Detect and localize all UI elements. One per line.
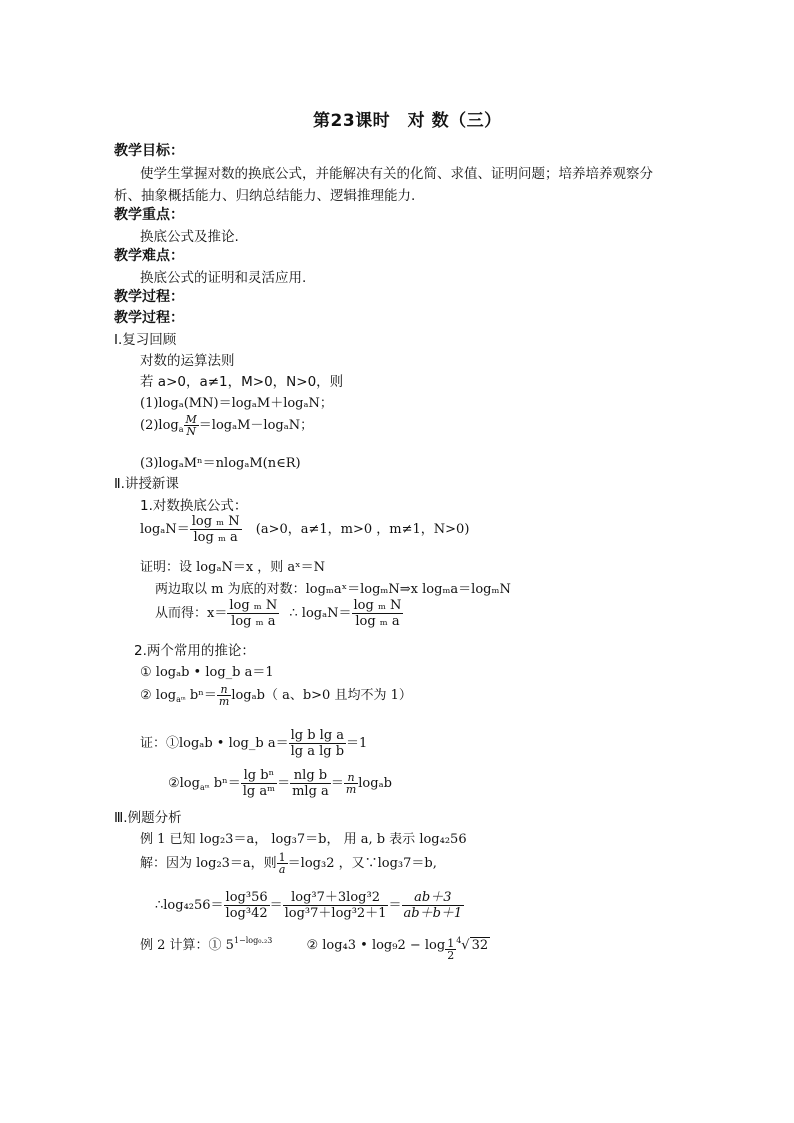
- rule-1: (1)logₐ(MN)＝logₐM＋logₐN；: [140, 396, 333, 411]
- proof-line-2: 两边取以 m 为底的对数：logₘaˣ＝logₘN⇒x logₘa＝logₘN: [155, 582, 511, 597]
- example-2-part-2: ② log₄3 • log₉2 − log: [306, 938, 446, 953]
- proof-line-3-prefix: 从而得：x＝: [155, 606, 228, 621]
- solution-1-suffix: ＝log₃2 ，又∵log₃7＝b,: [287, 856, 437, 871]
- proof-frac-2-den: log ₘ a: [355, 614, 400, 629]
- solution-1-num: 1: [278, 851, 286, 864]
- prove-2-prefix: ②log: [168, 776, 200, 791]
- proof-frac-1-den: log ₘ a: [231, 614, 276, 629]
- example-2-base-num: 1: [447, 937, 455, 950]
- formula-num: log ₘ N: [191, 514, 240, 529]
- prove-2-f2-den: mlg a: [292, 784, 329, 799]
- prove-2-base: aᵐ: [199, 783, 210, 792]
- corollary-2-suffix: logₐb（ a、b>0 且均不为 1）: [231, 688, 412, 703]
- prove-1-prefix: 证：①logₐb • log_b a＝: [140, 736, 289, 751]
- example-2: [140, 934, 490, 961]
- section-examples: Ⅲ.例题分析: [114, 810, 182, 826]
- solution-2-f3-den: ab＋b＋1: [403, 906, 463, 921]
- prove-2-suffix: logₐb: [358, 776, 392, 791]
- process-heading-1: 教学过程：: [114, 289, 184, 305]
- rule-3: (3)logₐMⁿ＝nlogₐM(n∈R): [140, 456, 301, 471]
- goal-line-2: 析、抽象概括能力、归纳总结能力、逻辑推理能力.: [114, 188, 416, 204]
- solution-1-den: a: [278, 863, 286, 876]
- difficulty-text: 换底公式的证明和灵活应用.: [140, 270, 307, 286]
- rule-2: $(2)\log_a$ $\frac{M}{N}$ ＝logₐM－logₐN；: [140, 413, 314, 438]
- goal-heading: 教学目标：: [114, 143, 184, 159]
- difficulty-heading: 教学难点：: [114, 248, 184, 264]
- proof-line-1: 证明：设 logₐN＝x ，则 aˣ＝N: [140, 560, 326, 575]
- page-title: 第23课时 对 数（三）: [313, 111, 502, 131]
- solution-2-f1-num: log³56: [225, 890, 268, 905]
- corollary-2-base: aᵐ: [176, 695, 186, 704]
- prove-1-den: lg a lg b: [290, 744, 345, 759]
- prove-2-f3-num: n: [344, 772, 358, 784]
- example-2-base-den: 2: [447, 949, 455, 962]
- goal-line-1: 使学生掌握对数的换底公式，并能解决有关的化简、求值、证明问题；培养培养观察分: [140, 166, 653, 182]
- example-2-radicand: 32: [471, 938, 489, 953]
- solution-1-prefix: 解：因为 log₂3＝a，则: [140, 856, 277, 871]
- rule-2-num: M: [185, 413, 197, 426]
- solution-2-f3-num: ab＋3: [402, 890, 465, 906]
- subheading-change-base: 1.对数换底公式：: [140, 498, 248, 514]
- solution-2-f1-den: log³42: [225, 906, 268, 921]
- example-2-exponent: 1−log₀.₂3: [233, 936, 273, 945]
- rules-condition: 若 a>0，a≠1，M>0，N>0，则: [140, 374, 344, 390]
- subheading-corollaries: 2.两个常用的推论：: [134, 643, 255, 659]
- change-base-formula: [140, 514, 469, 545]
- prove-2-f1-num: lg bⁿ: [241, 768, 277, 784]
- rule-2-suffix: ＝logₐM－logₐN；: [198, 418, 314, 433]
- prove-2-mid: bⁿ＝: [209, 776, 241, 791]
- process-heading-2: 教学过程：: [114, 310, 184, 326]
- solution-2-f2-num: log³7＋3log³2: [283, 890, 389, 906]
- rule-2-den: N: [186, 425, 196, 438]
- corollary-2-mid: bⁿ＝: [185, 688, 217, 703]
- prove-2-f1-den: lg aᵐ: [242, 784, 276, 799]
- proof-line-3-mid: ∴ logₐN＝: [289, 606, 352, 621]
- proof-corollary-2: $②\log_{aᵐ}$ bⁿ＝ $\frac{\text{lg bⁿ}}{\text{lg aᵐ}}$ ＝ $\frac{\text{nlg b}}{\text{mlg a}}$ ＝ $\frac{n}{m}$ logₐb: [168, 768, 392, 799]
- solution-line-2: ∴log₄₂56＝ $\frac{\text{log³56}}{\text{log³42}}$ ＝ $\frac{\text{log³7＋3log³2}}{\text{log³7＋log³2＋1}}$ ＝ $\frac{ab+3}{ab+b+1}$: [155, 890, 463, 921]
- example-2-root-index: 4: [456, 936, 462, 945]
- proof-line-3: [155, 598, 403, 629]
- section-review: Ⅰ.复习回顾: [114, 332, 177, 348]
- proof-frac-2-num: log ₘ N: [353, 598, 402, 613]
- formula-den: log ₘ a: [193, 530, 238, 545]
- radical-icon: √: [461, 938, 470, 953]
- example-1: 例 1 已知 log₂3＝a， log₃7＝b， 用 a, b 表示 log₄₂56: [140, 832, 467, 847]
- corollary-1: ① logₐb • log_b a＝1: [140, 665, 274, 680]
- example-2-prefix: 例 2 计算：① 5: [140, 938, 234, 953]
- corollary-2: [140, 684, 412, 707]
- corollary-2-num: n: [217, 684, 231, 696]
- solution-line-1: [140, 852, 437, 875]
- key-text: 换底公式及推论.: [140, 229, 239, 245]
- corollary-2-den: m: [218, 695, 230, 708]
- formula-lhs: logₐN＝: [140, 522, 190, 537]
- proof-frac-1-num: log ₘ N: [229, 598, 278, 613]
- prove-2-f3-den: m: [345, 783, 357, 796]
- solution-2-prefix: ∴log₄₂56＝: [155, 898, 224, 913]
- solution-2-f2-den: log³7＋log³2＋1: [284, 906, 387, 921]
- prove-1-num: lg b lg a: [290, 728, 345, 743]
- formula-condition: (a>0，a≠1，m>0 ，m≠1，N>0): [255, 522, 470, 537]
- proof-corollary-1: [140, 728, 367, 759]
- rule-2-prefix: (2)log: [140, 418, 179, 433]
- key-heading: 教学重点：: [114, 207, 184, 223]
- rules-heading: 对数的运算法则: [140, 353, 235, 369]
- section-new-lesson: Ⅱ.讲授新课: [114, 476, 179, 492]
- prove-2-f2-num: nlg b: [290, 768, 331, 784]
- corollary-2-prefix: ② log: [140, 688, 177, 703]
- prove-1-suffix: ＝1: [346, 736, 368, 751]
